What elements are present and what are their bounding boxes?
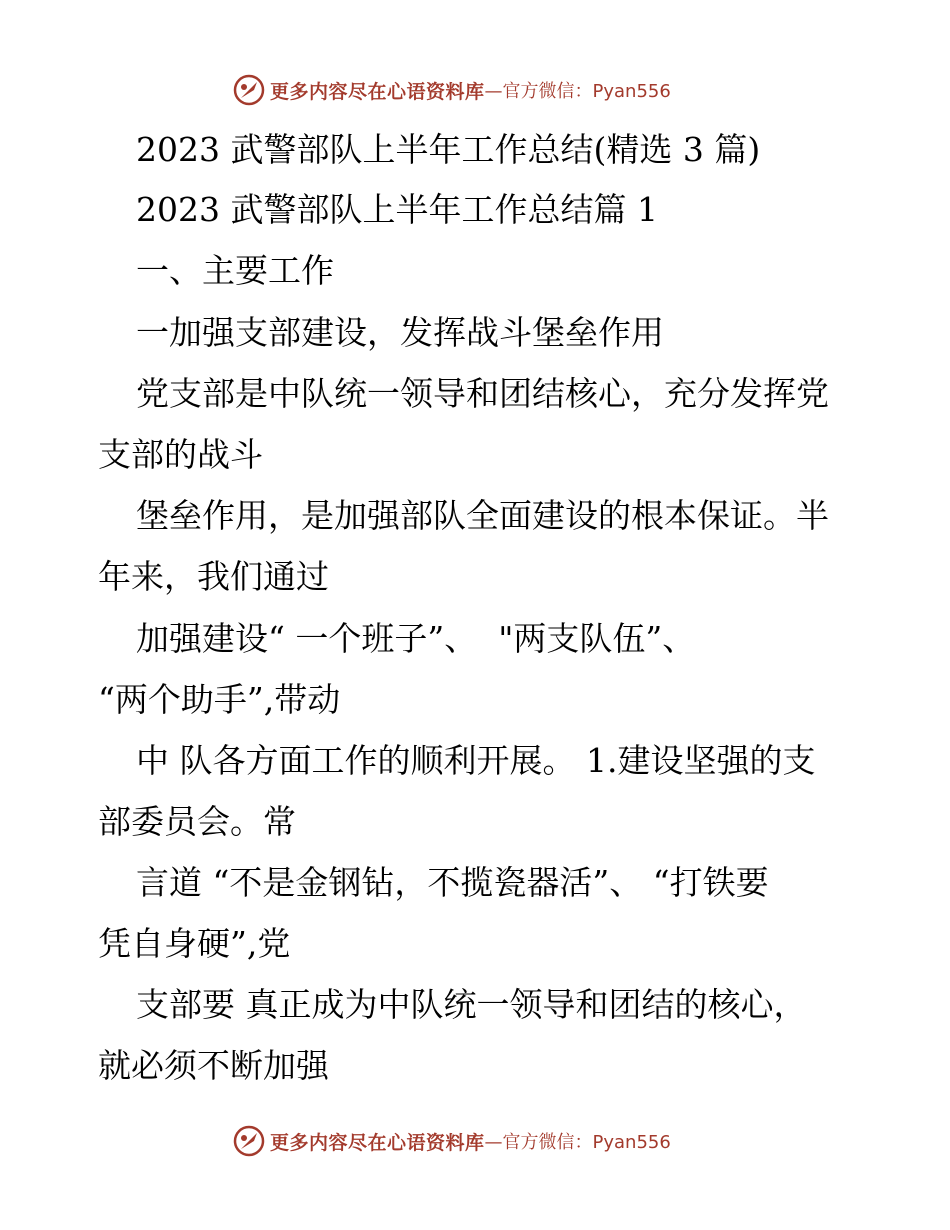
paragraph-line: “两个助手”,带动: [98, 680, 341, 719]
paragraph-line: 一加强支部建设，发挥战斗堡垒作用: [136, 313, 664, 352]
watermark-brand-text: 更多内容尽在心语资料库: [270, 80, 485, 103]
paragraph-line: 支部要 真正成为中队统一领导和团结的核心，: [136, 985, 807, 1024]
watermark-contact-text: —官方微信：Pyan556: [484, 1132, 671, 1153]
section-heading: 2023 武警部队上半年工作总结篇 1: [136, 190, 658, 229]
subsection-heading: 一、主要工作: [136, 251, 334, 290]
paragraph-line: 中 队各方面工作的顺利开展。 1.建设坚强的支: [136, 741, 816, 780]
paragraph-line: 支部的战斗: [98, 435, 263, 474]
paragraph-line: 堡垒作用，是加强部队全面建设的根本保证。半: [136, 496, 829, 535]
document-title: 2023 武警部队上半年工作总结(精选 3 篇): [136, 130, 761, 169]
quill-pen-logo-icon: [232, 1124, 266, 1158]
paragraph-line: 年来，我们通过: [98, 557, 329, 596]
footer-watermark: [232, 1121, 712, 1161]
paragraph-line: 加强建设“ 一个班子”、 "两支队伍”、: [136, 619, 696, 658]
paragraph-line: 就必须不断加强: [98, 1046, 329, 1085]
header-watermark: [232, 70, 712, 110]
quill-pen-logo-icon: [232, 73, 266, 107]
paragraph-line: 部委员会。常: [98, 802, 296, 841]
paragraph-line: 党支部是中队统一领导和团结核心，充分发挥党: [136, 374, 829, 413]
watermark-brand-text: 更多内容尽在心语资料库: [270, 1131, 485, 1154]
watermark-contact-text: —官方微信：Pyan556: [484, 81, 671, 102]
paragraph-line: 言道 “不是金钢钻，不揽瓷器活”、 “打铁要: [136, 863, 769, 902]
paragraph-line: 凭自身硬”,党: [98, 924, 291, 963]
